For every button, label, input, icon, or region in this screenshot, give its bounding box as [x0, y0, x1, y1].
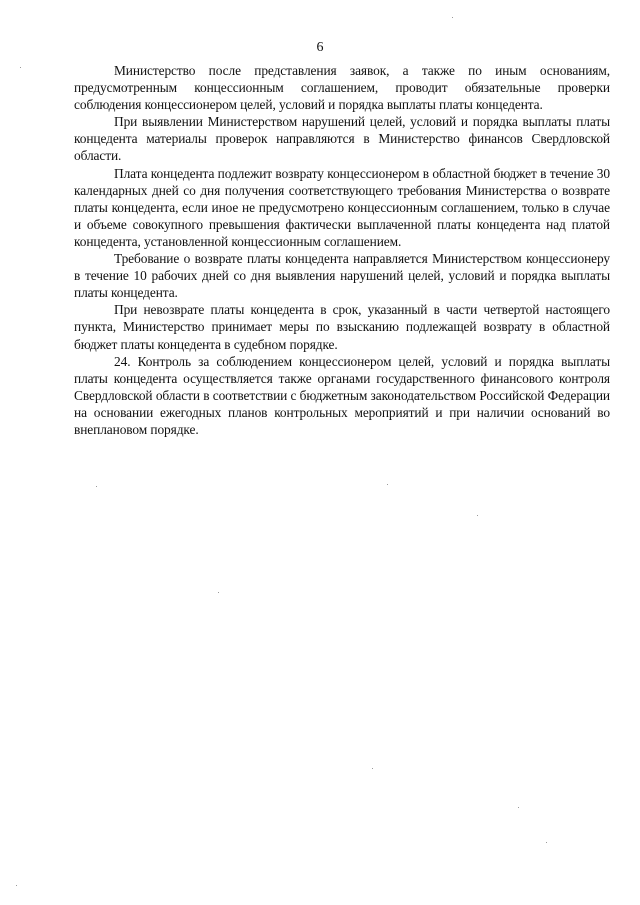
- paragraph-control: 24. Контроль за соблюдением концессионером целей, условий и порядка выплаты платы концедента осуществляется также органами государственного финансового контроля Свердловской области в соответствии с бюджетным законодательством Российской Федерации на основании ежегодных планов контрольных мероприятий и при наличии оснований во внеплановом порядке.: [74, 353, 610, 437]
- scan-speck: [218, 592, 219, 593]
- paragraph-violations: При выявлении Министерством нарушений целей, условий и порядка выплаты платы концедента материалы проверок направляются в Министерство финансов Свердловской области.: [74, 114, 610, 164]
- paragraph-refund: Плата концедента подлежит возврату концессионером в областной бюджет в течение 30 календарных дней со дня получения соответствующего требования Министерства о возврате платы концедента, если иное не предусмотрено концессионным соглашением, только в случае и объеме совокупного превышения фактически выплаченной платы концедента над платой концедента, установленной концессионным соглашением.: [74, 165, 610, 249]
- paragraph-refund-request: Требование о возврате платы концедента направляется Министерством концессионеру в течение 10 рабочих дней со дня выявления нарушений целей, условий и порядка выплаты платы концедента.: [74, 251, 610, 301]
- scan-speck: [387, 484, 388, 485]
- scan-speck: [96, 486, 97, 487]
- scan-speck: [452, 17, 453, 18]
- scan-speck: [477, 515, 478, 516]
- scan-speck: [20, 67, 21, 68]
- paragraph-inspections: Министерство после представления заявок, а также по иным основаниям, предусмотренным концессионным соглашением, проводит обязательные проверки соблюдения концессионером целей, условий и порядка выплаты платы концедента.: [74, 63, 610, 113]
- scan-speck: [546, 842, 547, 843]
- paragraph-non-return: При невозврате платы концедента в срок, указанный в части четвертой настоящего пункта, Министерство принимает меры по взысканию подлежащей возврату в областной бюджет платы концедента в судебном порядке.: [74, 302, 610, 352]
- scan-speck: [372, 768, 373, 769]
- document-body: [74, 62, 610, 438]
- scan-speck: [16, 885, 17, 886]
- page-number: 6: [316, 40, 324, 55]
- scan-speck: [518, 807, 519, 808]
